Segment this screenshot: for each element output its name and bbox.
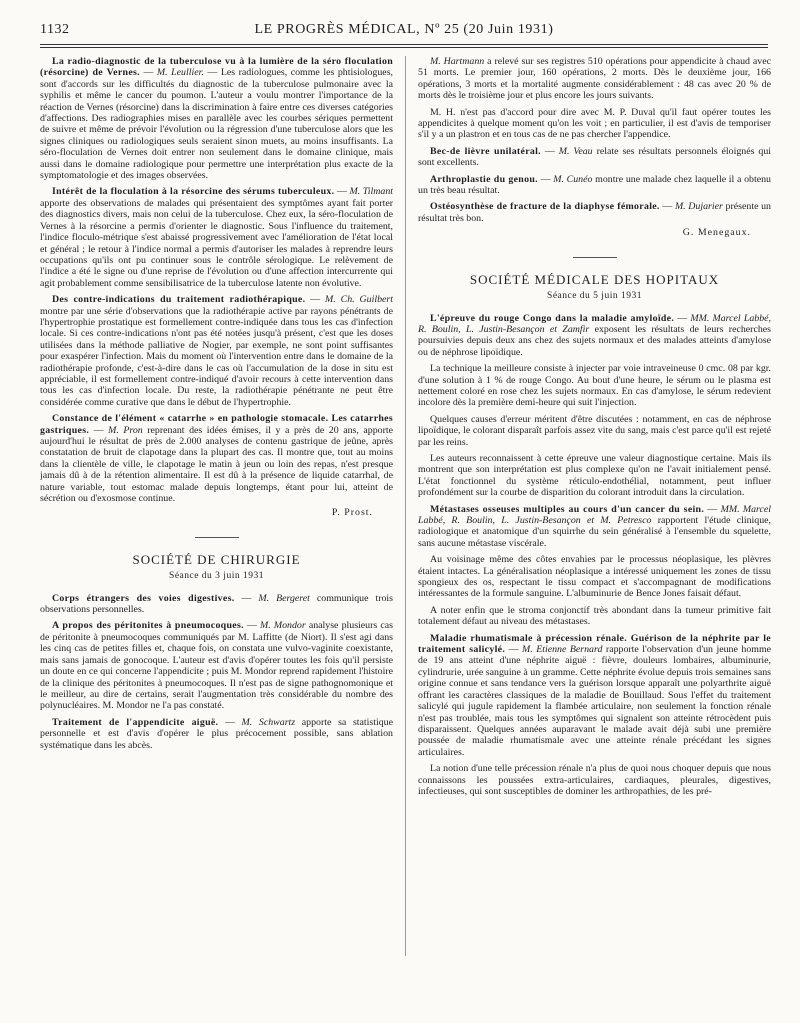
abstract-paragraph: A propos des péritonites à pneumocoques. — M. Mondor analyse plusieurs cas de péritonite à pneumocoques communiqués par M. Laffitte (de Niort). Il s'est agi dans les cinq cas de petites filles et, chaque fois, on constata une vulvo-vaginite coexistante, mais sans jamais de gonocoque. L'auteur est d'avis d'opérer toutes les fois qu'il persiste un doute en ce qui concerne l'appendicite ; puis M. Mondor reprend rapidement l'histoire de la clinique des péritonites à pneumocoques. Il n'est pas de signe pathognomonique et le meilleur, au dire de certains, serait l'augmentation très considérable du nombre des polynucléaires. M. Mondor ne l'a pas constaté. [40,620,393,712]
abstract-author: MM. Marcel Labbé, R. Boulin, L. Justin-Besançon et Zamfir [418,312,771,335]
abstract-author: M. Ch. Guilbert [325,294,393,306]
society-heading-hopitaux: SOCIÉTÉ MÉDICALE DES HOPITAUX [469,271,720,287]
abstract-title: A propos des péritonites à pneumocoques. [52,620,244,632]
abstract-paragraph: Intérêt de la floculation à la résorcine des sérums tuberculeux. — M. Tilmant apporte des observations de malades qui présentaient des symptômes ayant fait porter des diagnostics divers, mais non celui de la tuberculose. Chez eux, la séro-floculation de Vernes à la résorcine a permis d'orienter le diagnostic. Sous l'influence du traitement, l'indice floculo-métrique s'est abaissé progressivement avec l'amélioration de l'état local et général ; le retour à l'indice normal a permis d'autoriser les malades à reprendre leurs occupations qu'ils ont pu continuer sous le contrôle sérologique. Le relèvement de l'indice a été le signe ou d'une reprise de l'évolution ou d'une affection intercurrente qui agit probablement comme sensibilisatrice de la tuberculose latente non évolutive. [40,186,393,289]
abstract-text: a relevé sur ses registres 510 opérations pour appendicite à chaud avec 51 morts. Le premier jour, 160 opérations, 2 morts. Dès le deuxième jour, 166 opérations, 3 morts et la mortalité augmente considérablement : 48 cas avec 20 % de morts dès le troisième jour et plus encore les jours suivants. [418,56,771,102]
abstract-author: MM. Marcel Labbé, R. Boulin, L. Justin-Besançon et M. Petresco [418,503,771,526]
seance-date-chirurgie: Séance du 3 juin 1931 [169,571,264,582]
abstract-title: Ostéosynthèse de fracture de la diaphyse fémorale. [430,201,660,213]
seance-date-hopitaux: Séance du 5 juin 1931 [547,291,642,302]
abstract-title: La radio-diagnostic de la tuberculose vu à la lumière de la séro floculation (résorcine) de Vernes. [40,56,393,79]
abstract-paragraph [418,453,771,499]
abstract-text: reprenant des idées émises, il y a près de 20 ans, apporte aujourd'hui le résultat de près de 2.000 analyses de contenu gastrique de jeûne, après constatation de bruit de clapotage dans la plupart des cas. Il montre que, tout au moins dans la clientèle de ville, le clapotage le matin à jeun ou loin des repas, n'est presque jamais dû à de la rétention alimentaire. Il est dû à la présence de liquide catarrhal, de nature variable, tout estomac malade depuis longtemps, étant pour lui, atteint de sécrétion ou d'exosmose continue. [40,424,393,505]
abstract-paragraph [418,414,771,448]
abstract-paragraph: Corps étrangers des voies digestives. — M. Bergeret communique trois observations personnelles. [40,592,393,616]
page-number: 1132 [40,22,70,37]
abstract-author: M. Etienne Bernard [522,644,603,656]
abstract-title: Maladie rhumatismale à précession rénale. Guérison de la néphrite par le traitement salicylé. [418,632,771,656]
abstract-text: apporte des observations de malades qui présentaient des symptômes ayant fait porter des diagnostics divers, mais non celui de la tuberculose. Chez eux, la séro-floculation de Vernes à la résorcine a permis d'orienter le diagnostic. Sous l'influence du traitement, l'indice floculo-métrique s'est abaissé progressivement avec l'amélioration de l'état local et général ; le retour à l'indice normal a permis d'autoriser les malades à reprendre leurs occupations qu'ils ont pu continuer sous le contrôle sérologique. Le relèvement de l'indice a été le signe ou d'une reprise de l'évolution ou d'une affection intercurrente qui agit probablement comme sensibilisatrice de la tuberculose latente non évolutive. [40,197,393,289]
abstract-text: rapporte l'observation d'un jeune homme de 19 ans atteint d'une néphrite aiguë : fièvre, douleurs lombaires, albuminurie, cylindrurie, urée sanguine à un gramme. Cette néphrite évolue depuis trois semaines sans origine connue et sans tendance vers la guérison lorsque apparaît une polyarthrite aiguë offrant les caractères classiques de la maladie de Bouillaud. Sous l'effet du traitement salicylé qui jugule rapidement la flambée articulaire, non seulement la fonction rénale n'est pas troublée, mais tous les symptômes qui signalent son atteinte rétrocèdent puis disparaissent. Quelques années auparavant le malade avait déjà subi une première poussée de maladie rhumatismale avec une atteinte rénale précédant les signes articulaires. [418,644,771,758]
abstract-text: exposent les résultats de leurs recherches poursuivies depuis deux ans chez des sujets normaux et des malades atteints d'amylose ou de néphrose lipoïdique. [418,323,771,358]
abstract-paragraph: Maladie rhumatismale à précession rénale. Guérison de la néphrite par le traitement salicylé. — M. Etienne Bernard rapporte l'observation d'un jeune homme de 19 ans atteint d'une néphrite aiguë : fièvre, douleurs lombaires, albuminurie, cylindrurie, urée sanguine à un gramme. Cette néphrite évolue depuis trois semaines sans origine connue et sans tendance vers la guérison lorsque apparaît une polyarthrite aiguë offrant les caractères classiques de la maladie de Bouillaud. Sous l'effet du traitement salicylé qui jugule rapidement la flambée articulaire, non seulement la fonction rénale n'est pas troublée, mais tous les symptômes qui signalent son atteinte rétrocèdent puis disparaissent. Quelques années auparavant le malade avait déjà subi une première poussée de maladie rhumatismale avec une atteinte rénale précédant les signes articulaires. [418,632,771,758]
abstract-title: Constance de l'élément « catarrhe » en pathologie stomacale. Les catarrhes gastriques. [40,413,393,436]
abstract-text: analyse plusieurs cas de péritonite à pneumocoques communiqués par M. Laffitte (de Niort). Il s'est agi dans les cinq cas de petites filles et, chaque fois, on constata une vulvo-vaginite coexistante, mais sans jamais de gonocoque. L'auteur est d'avis d'opérer toutes les fois qu'il persiste un doute en ce qui concerne l'appendicite ; puis M. Mondor reprend rapidement l'histoire de la clinique des péritonites à pneumocoques. Il n'est pas de signe pathognomonique et le meilleur, au dire de certains, serait l'augmentation très considérable du nombre des polynucléaires. M. Mondor ne l'a pas constaté. [40,620,393,712]
abstract-author: M. Hartmann [430,56,485,67]
abstract-paragraph [418,554,771,600]
abstract-title: Bec-de lièvre unilatéral. [430,145,541,157]
abstract-text: présente un résultat très bon. [418,201,771,224]
abstract-text: Au voisinage même des côtes envahies par le processus néoplasique, les plèvres étaient intactes. La généralisation néoplasique a intéressé uniquement les zones de tissu spongieux des os, respectant le tissu compact et s'accompagnant de modifications intéressantes de la formule sanguine. L'albuminurie de Bence Jones faisait défaut. [418,554,771,600]
abstract-text: relate ses résultats personnels éloignés qui sont excellents. [418,145,771,169]
abstract-text: communique trois observations personnelles. [40,592,393,616]
column-divider [405,56,406,956]
abstract-text: — Les radiologues, comme les phtisiologues, sont d'accords sur les difficultés du diagnostic de la tuberculose pulmonaire avec la syphilis et même le cancer du poumon. L'auteur a voulu montrer l'importance de la réaction de Vernes (résorcine) dans la discrimination à faire entre ces diverses catégories d'affections. Des radiographies mises en parallèle avec les courbes sériques permettent de suivre et même de prévoir l'évolution ou la régression d'une tuberculose alors que les signes cliniques ou radiologiques seuls seraient sinon muets, au moins insuffisants. La séro-floculation de Vernes doit entrer non seulement dans le domaine clinique, mais aussi dans le domaine radiologique pour permettre une interprétation plus exacte de la symptomatologie et des images observées. [40,67,393,182]
abstract-paragraph [418,56,771,102]
signature-left: P. Prost. [331,507,373,519]
abstract-title: Corps étrangers des voies digestives. [52,592,235,604]
abstract-paragraph [418,763,771,797]
abstract-author: M. Bergeret [258,592,310,604]
abstract-paragraph: Bec-de lièvre unilatéral. — M. Veau relate ses résultats personnels éloignés qui sont excellents. [418,145,771,169]
signature-right: G. Menegaux. [682,227,751,239]
abstract-paragraph [418,107,771,141]
abstract-text: montre par une série d'observations que la radiothérapie active par rayons pénétrants de l'hypertrophie prostatique est formellement contre-indiquée dans tous les cas d'infection locale. Si ces contre-indications n'ont pas été notées jusqu'à présent, c'est que les doses utilisées dans la méthode palliative de Nogier, par exemple, ne sont point suffisantes pour exaspérer l'infection. Mais du moment où l'intervention entre dans le domaine de la radiothérapie profonde, c'est-à-dire dans le cas où l'accumulation de la dose in situ est appréciable, il est formellement contre-indiqué d'avoir recours à cette intervention dans tous les cas d'infection locale. Du reste, la radiothérapie pénétrante ne peut être considérée comme curative que dans le début de l'hypertrophie. [40,305,393,408]
abstract-paragraph: Constance de l'élément « catarrhe » en pathologie stomacale. Les catarrhes gastriques. — M. Pron reprenant des idées émises, il y a près de 20 ans, apporte aujourd'hui le résultat de près de 2.000 analyses de contenu gastrique de jeûne, après constatation de bruit de clapotage dans la plupart des cas. Il montre que, tout au moins dans la clientèle de ville, le clapotage le matin à jeun ou loin des repas, n'est presque jamais dû à de la rétention alimentaire. Il est dû à la présence de liquide catarrhal, de nature variable, tout estomac malade depuis longtemps, étant pour lui, atteint de sécrétion ou d'exosmose continue. [40,413,393,505]
abstract-author: M. Mondor [260,620,306,632]
abstract-text: A noter enfin que le stroma conjonctif très abondant dans la tumeur primitive fait totalement défaut au niveau des métastases. [418,604,771,628]
abstract-paragraph: Des contre-indications du traitement radiothérapique. — M. Ch. Guilbert montre par une série d'observations que la radiothérapie active par rayons pénétrants de l'hypertrophie prostatique est formellement contre-indiquée dans tous les cas d'infection locale. Si ces contre-indications n'ont pas été notées jusqu'à présent, c'est que les doses utilisées dans la méthode palliative de Nogier, par exemple, ne sont point suffisantes pour exaspérer l'infection. Mais du moment où l'intervention entre dans le domaine de la radiothérapie profonde, c'est-à-dire dans le cas où l'accumulation de la dose in situ est appréciable, il est formellement contre-indiqué d'avoir recours à cette intervention dans tous les cas d'infection locale. Du reste, la radiothérapie pénétrante ne peut être considérée comme curative que dans le début de l'hypertrophie. [40,294,393,408]
abstract-text: M. H. n'est pas d'accord pour dire avec M. P. Duval qu'il faut opérer toutes les appendicites à quelque moment qu'on les voit ; en particulier, il est d'avis de temporiser s'il y a un plastron et en tous cas de ne pas chercher l'appendice. [418,106,771,141]
abstract-text: rapportent l'étude clinique, radiologique et anatomique d'un squirrhe du sein généralisé à l'ensemble du squelette, sans aucune métastase viscérale. [418,515,771,549]
abstract-title: Arthroplastie du genou. [430,173,538,185]
abstract-paragraph: Traitement de l'appendicite aiguë. — M. Schwartz apporte sa statistique personnelle et est d'avis d'opérer le plus précocement possible, sans ablation systématique dans les abcès. [40,716,393,751]
abstract-paragraph: Métastases osseuses multiples au cours d'un cancer du sein. — MM. Marcel Labbé, R. Boulin, L. Justin-Besançon et M. Petresco rapportent l'étude clinique, radiologique et anatomique d'un squirrhe du sein généralisé à l'ensemble du squelette, sans aucune métastase viscérale. [418,503,771,549]
abstract-title: Métastases osseuses multiples au cours d'un cancer du sein. [430,503,705,515]
abstract-paragraph: La radio-diagnostic de la tuberculose vu à la lumière de la séro floculation (résorcine) de Vernes. — M. Leullier. — Les radiologues, comme les phtisiologues, sont d'accords sur les difficultés du diagnostic de la tuberculose pulmonaire avec la syphilis et même le cancer du poumon. L'auteur a voulu montrer l'importance de la réaction de Vernes (résorcine) dans la discrimination à faire entre ces diverses catégories d'affections. Des radiographies mises en parallèle avec les courbes sériques permettent de suivre et même de prévoir l'évolution ou la régression d'une tuberculose alors que les signes cliniques ou radiologiques seuls seraient sinon muets, au moins insuffisants. La séro-floculation de Vernes doit entrer non seulement dans le domaine clinique, mais aussi dans le domaine radiologique pour permettre une interprétation plus exacte de la symptomatologie et des images observées. [40,56,393,182]
abstract-paragraph: Arthroplastie du genou. — M. Cunéo montre une malade chez laquelle il a obtenu un très beau résultat. [418,173,771,197]
right-column [418,56,771,1012]
abstract-paragraph: Ostéosynthèse de fracture de la diaphyse fémorale. — M. Dujarier présente un résultat très bon. [418,201,771,224]
abstract-title: Des contre-indications du traitement radiothérapique. [52,294,306,306]
abstract-author: M. Dujarier [674,201,723,213]
abstract-text: montre une malade chez laquelle il a obtenu un très beau résultat. [418,173,771,197]
abstract-author: M. Tilmant [349,186,393,198]
abstract-text: Quelques causes d'erreur méritent d'être discutées : notamment, en cas de néphrose lipoïdique, le colorant disparaît parfois assez vite du sang, mais c'est parce qu'il est rejeté par les reins. [418,413,771,448]
abstract-title: Intérêt de la floculation à la résorcine des sérums tuberculeux. [52,186,335,198]
abstract-title: L'épreuve du rouge Congo dans la maladie amyloïde. [430,312,675,324]
society-heading-chirurgie: SOCIÉTÉ DE CHIRURGIE [132,551,301,567]
abstract-title: Traitement de l'appendicite aiguë. [52,716,219,728]
section-separator [573,257,617,258]
header-rule-thin [40,47,768,48]
abstract-author: M. Cunéo [553,173,593,185]
page-header [40,22,768,40]
abstract-text: La technique la meilleure consiste à injecter par voie intraveineuse 0 cmc. 08 par kgr. d'une solution à 1 % de rouge Congo. Au bout d'une heure, le sérum ou le plasma est nettement coloré en rose chez les sujets normaux. En cas d'amylose, le sérum redevient incolore dès la première demi-heure qui suit l'injection. [418,363,771,409]
abstract-paragraph [418,605,771,628]
abstract-author: M. Pron [108,424,143,436]
left-column [40,56,393,1012]
journal-title: LE PROGRÈS MÉDICAL, Nº 25 (20 Juin 1931) [254,22,554,37]
abstract-author: M. Veau [558,145,593,157]
abstract-text: Les auteurs reconnaissent à cette épreuve une valeur diagnostique certaine. Mais ils montrent que son interprétation est plus complexe qu'on ne l'avait initialement pensé. L'état fonctionnel du système réticulo-endothélial, notamment, peut influer profondément sur la courbe de disparition du colorant introduit dans la circulation. [418,452,771,499]
abstract-paragraph: L'épreuve du rouge Congo dans la maladie amyloïde. — MM. Marcel Labbé, R. Boulin, L. Justin-Besançon et Zamfir exposent les résultats de leurs recherches poursuivies depuis deux ans chez des sujets normaux et des malades atteints d'amylose ou de néphrose lipoïdique. [418,312,771,358]
abstract-author: M. Schwartz [241,716,296,728]
abstract-text: apporte sa statistique personnelle et est d'avis d'opérer le plus précocement possible, sans ablation systématique dans les abcès. [40,716,393,751]
abstract-text: La notion d'une telle précession rénale n'a plus de quoi nous choquer depuis que nous connaissons les poussées extra-articulaires, cardiaques, pleurales, digestives, infectieuses, qui sont susceptibles de dominer les arthropathies, de les pré- [418,763,771,797]
abstract-author: M. Leullier. [156,67,204,79]
section-separator [195,537,239,538]
abstract-paragraph [418,363,771,409]
header-rule [40,44,768,45]
